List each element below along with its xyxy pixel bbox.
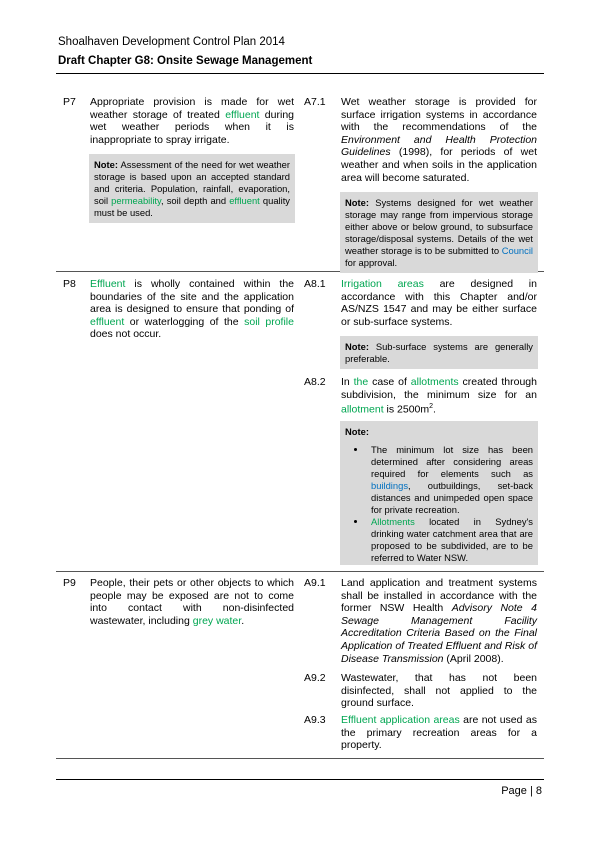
performance-criteria-code: P8 <box>63 278 76 290</box>
note-bullet-list <box>345 444 533 564</box>
glossary-link[interactable]: permeability <box>111 195 162 206</box>
header-divider <box>56 73 544 74</box>
glossary-link[interactable]: soil profile <box>244 315 294 328</box>
table-row <box>56 574 544 759</box>
acceptable-solution-code: A8.1 <box>304 278 326 290</box>
performance-criteria-code: P9 <box>63 577 76 589</box>
glossary-link[interactable]: Allotments <box>371 516 415 527</box>
page-number: Page | 8 <box>501 785 542 797</box>
acceptable-solution-code: A7.1 <box>304 96 326 108</box>
acceptable-solution-text: In the case of allotments created through subdivision, the minimum size for an allotment is $2500m^2$. <box>341 376 537 416</box>
performance-criteria-text: Appropriate provision is made for wet weather storage of treated effluent during wet weather periods when it is inappropriate to spray irrigate. <box>90 96 294 146</box>
chapter-title: Draft Chapter G8: Onsite Sewage Management <box>58 55 313 67</box>
note-text: Assessment of the need for wet weather storage is based upon an accepted standard and criteria. Population, rainfall, evaporation, soil permeability, soil depth and effluent quality must be used. <box>94 159 290 218</box>
glossary-link[interactable]: allotments <box>410 376 459 388</box>
performance-criteria-text: Effluent is wholly contained within the boundaries of the site and the application area is designed to ensure that ponding of effluent or waterlogging of the soil profile does not occur. <box>90 278 294 341</box>
acceptable-solution-text: Wet weather storage is provided for surface irrigation systems in accordance with the recommendations of the Environment and Health Protection Guidelines (1998), for periods of wet weather and when soils in the application area will become saturated. <box>341 96 537 184</box>
glossary-link[interactable]: Irrigation areas <box>341 278 424 290</box>
table-row <box>56 93 544 272</box>
acceptable-solution-code: A8.2 <box>304 376 326 388</box>
note-box <box>340 192 538 273</box>
note-text: Sub-surface systems are generally preferable. <box>345 341 533 364</box>
table-row <box>56 275 544 572</box>
glossary-link[interactable]: effluent <box>229 195 260 206</box>
performance-criteria-text: People, their pets or other objects to which people may be exposed are not to come into contact with non-disinfected wastewater, including grey water. <box>90 577 294 627</box>
note-label: Note: <box>345 197 369 208</box>
note-text: Systems designed for wet weather storage may range from impervious storage either above or below ground, to subsurface storage/disposal systems. Details of the wet weather storage is to be submitted to Council for approval. <box>345 197 533 268</box>
list-item: • The minimum lot size has been determined after considering areas required for elements such as buildings, outbuildings, set-back distances and unimpeded open space for private recreation. <box>367 444 533 516</box>
note-box <box>340 336 538 369</box>
performance-criteria-code: P7 <box>63 96 76 108</box>
glossary-link[interactable]: Council <box>501 245 533 256</box>
glossary-link[interactable]: effluent <box>225 108 260 121</box>
acceptable-solution-code: A9.3 <box>304 714 326 726</box>
glossary-link[interactable]: grey water <box>192 614 242 627</box>
acceptable-solution-text: Wastewater, that has not been disinfected, shall not applied to the ground surface. <box>341 672 537 710</box>
acceptable-solution-code: A9.2 <box>304 672 326 684</box>
glossary-link[interactable]: buildings <box>371 480 409 491</box>
note-box <box>340 421 538 565</box>
acceptable-solution-text: Irrigation areas are designed in accordance with this Chapter and/or AS/NZS 1547 and may be either surface or sub-surface systems. <box>341 278 537 328</box>
note-label: Note: <box>94 159 118 170</box>
note-label: Note: <box>345 426 369 437</box>
acceptable-solution-text: Land application and treatment systems shall be installed in accordance with the former NSW Health Advisory Note 4 Sewage Management Facility Accreditation Criteria Based on the Final Application of Treated Effluent and Risk of Disease Transmission (April 2008). <box>341 577 537 665</box>
glossary-link[interactable]: effluent <box>90 315 125 328</box>
list-item: • Allotments located in Sydney's drinking water catchment area that are proposed to be subdivided, are to be referred to Water NSW. <box>367 516 533 564</box>
acceptable-solution-text: Effluent application areas are not used as the primary recreation areas for a property. <box>341 714 537 752</box>
document-title: Shoalhaven Development Control Plan 2014 <box>58 36 285 48</box>
footer-divider <box>56 779 544 780</box>
glossary-link[interactable]: Effluent application areas <box>341 714 460 726</box>
acceptable-solution-code: A9.1 <box>304 577 326 589</box>
glossary-link[interactable]: the <box>353 376 369 388</box>
glossary-link[interactable]: allotment <box>341 403 384 416</box>
glossary-link[interactable]: Effluent <box>90 278 126 290</box>
note-box <box>89 154 295 223</box>
note-label: Note: <box>345 341 369 352</box>
